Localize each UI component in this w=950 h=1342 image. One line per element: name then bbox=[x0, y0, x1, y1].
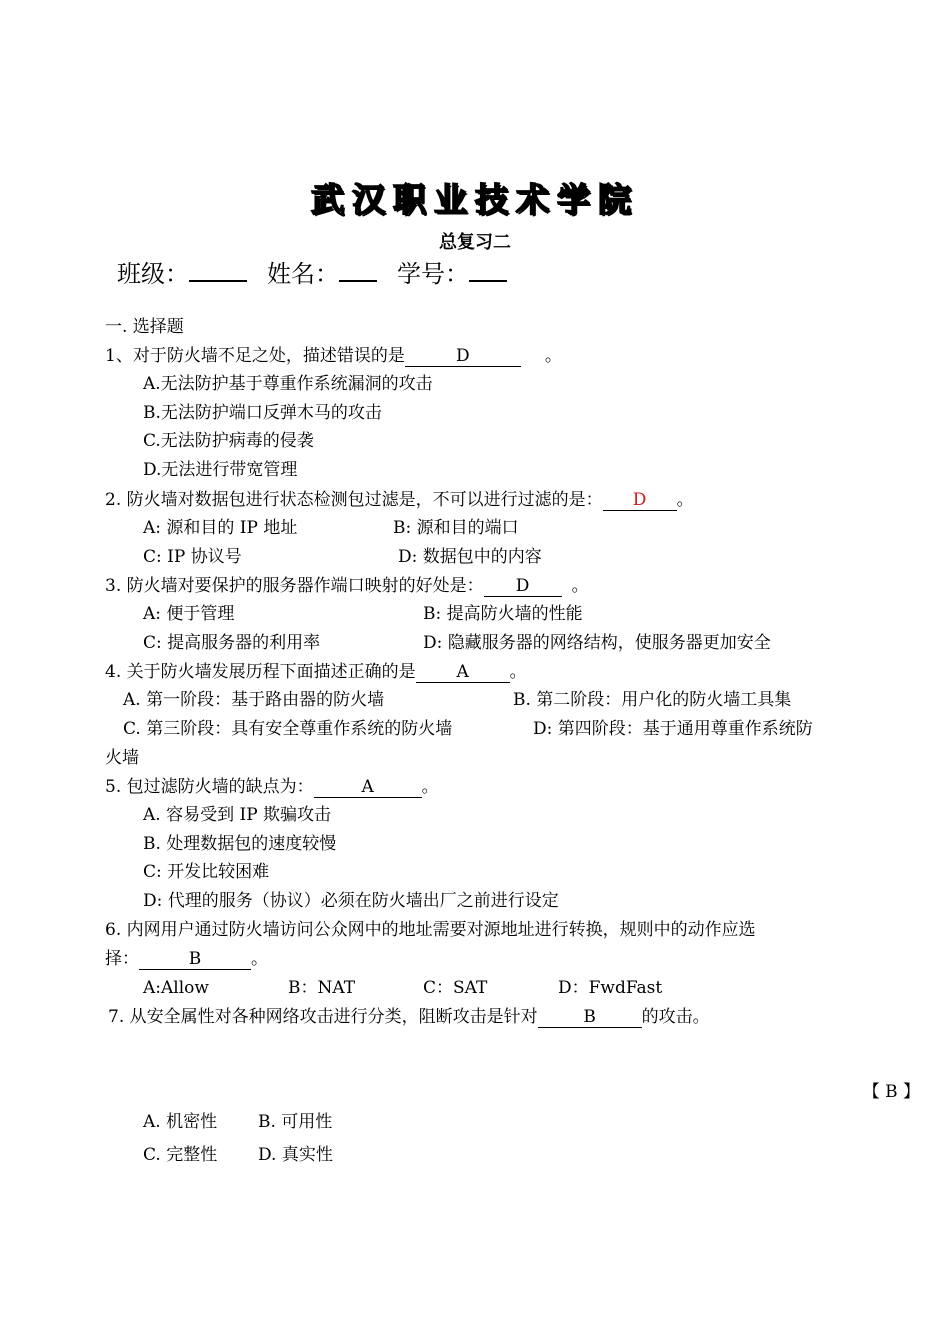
question-4-stem: 4. 关于防火墙发展历程下面描述正确的是 A 。 bbox=[105, 662, 527, 682]
question-7-stem: 7. 从安全属性对各种网络攻击进行分类，阻断攻击是针对 B 的攻击。 bbox=[108, 1007, 710, 1027]
option: C: 开发比较困难 bbox=[143, 862, 270, 882]
answer-bracket: 【 B 】 bbox=[862, 1082, 920, 1102]
student-info-line bbox=[117, 254, 507, 289]
option: A: 源和目的 IP 地址 bbox=[143, 518, 298, 538]
question-1-stem: 1、对于防火墙不足之处，描述错误的是 D 。 bbox=[105, 346, 562, 366]
question-5-stem: 5. 包过滤防火墙的缺点为： A 。 bbox=[105, 777, 439, 797]
question-3-stem: 3. 防火墙对要保护的服务器作端口映射的好处是： D 。 bbox=[105, 576, 589, 596]
option: A.无法防护基于尊重作系统漏洞的攻击 bbox=[143, 374, 433, 394]
option: D: 第四阶段：基于通用尊重作系统防 bbox=[533, 719, 813, 739]
option: A. 机密性 bbox=[143, 1112, 218, 1132]
question-6-stem-line1: 6. 内网用户通过防火墙访问公众网中的地址需要对源地址进行转换，规则中的动作应选 bbox=[105, 920, 756, 940]
answer-blank: B bbox=[538, 1007, 642, 1028]
option: A. 容易受到 IP 欺骗攻击 bbox=[143, 805, 332, 825]
name-blank[interactable] bbox=[339, 258, 377, 282]
option: C: 提高服务器的利用率 bbox=[143, 633, 321, 653]
school-title: 武汉职业技术学院 bbox=[311, 180, 639, 219]
option: B.无法防护端口反弹木马的攻击 bbox=[143, 403, 382, 423]
class-label: 班级： bbox=[117, 260, 189, 288]
question-2-stem: 2. 防火墙对数据包进行状态检测包过滤是，不可以进行过滤的是： D 。 bbox=[105, 490, 694, 510]
option: B. 可用性 bbox=[258, 1112, 333, 1132]
document-subtitle: 总复习二 bbox=[439, 232, 511, 253]
class-blank[interactable] bbox=[189, 258, 247, 282]
option: D: 数据包中的内容 bbox=[398, 547, 542, 567]
answer-blank: D bbox=[603, 490, 677, 511]
question-6-stem-line2: 择： B 。 bbox=[105, 949, 268, 969]
answer-blank: A bbox=[314, 777, 422, 798]
option: C：SAT bbox=[423, 978, 488, 998]
option: D. 真实性 bbox=[258, 1145, 333, 1165]
option: C. 第三阶段：具有安全尊重作系统的防火墙 bbox=[123, 719, 453, 739]
option: B: 源和目的端口 bbox=[393, 518, 519, 538]
option: B. 处理数据包的速度较慢 bbox=[143, 834, 337, 854]
id-label: 学号： bbox=[397, 260, 469, 288]
option: C. 完整性 bbox=[143, 1145, 218, 1165]
section-heading: 一. 选择题 bbox=[105, 317, 184, 337]
name-label: 姓名： bbox=[267, 260, 339, 288]
option: C: IP 协议号 bbox=[143, 547, 242, 567]
option: B：NAT bbox=[288, 978, 356, 998]
option: A. 第一阶段：基于路由器的防火墙 bbox=[123, 690, 385, 710]
option: B: 提高防火墙的性能 bbox=[423, 604, 583, 624]
id-blank[interactable] bbox=[469, 258, 507, 282]
answer-blank: D bbox=[484, 576, 562, 597]
option: A: 便于管理 bbox=[143, 604, 235, 624]
option: A:Allow bbox=[143, 978, 209, 998]
option: D: 代理的服务（协议）必须在防火墙出厂之前进行设定 bbox=[143, 891, 559, 911]
answer-blank: D bbox=[405, 346, 521, 367]
option: D.无法进行带宽管理 bbox=[143, 460, 298, 480]
answer-blank: B bbox=[139, 949, 251, 970]
option: D：FwdFast bbox=[558, 978, 663, 998]
option-continuation: 火墙 bbox=[105, 748, 139, 768]
option: C.无法防护病毒的侵袭 bbox=[143, 431, 314, 451]
option: D: 隐藏服务器的网络结构，使服务器更加安全 bbox=[423, 633, 771, 653]
option: B. 第二阶段：用户化的防火墙工具集 bbox=[513, 690, 792, 710]
answer-blank: A bbox=[416, 662, 510, 683]
